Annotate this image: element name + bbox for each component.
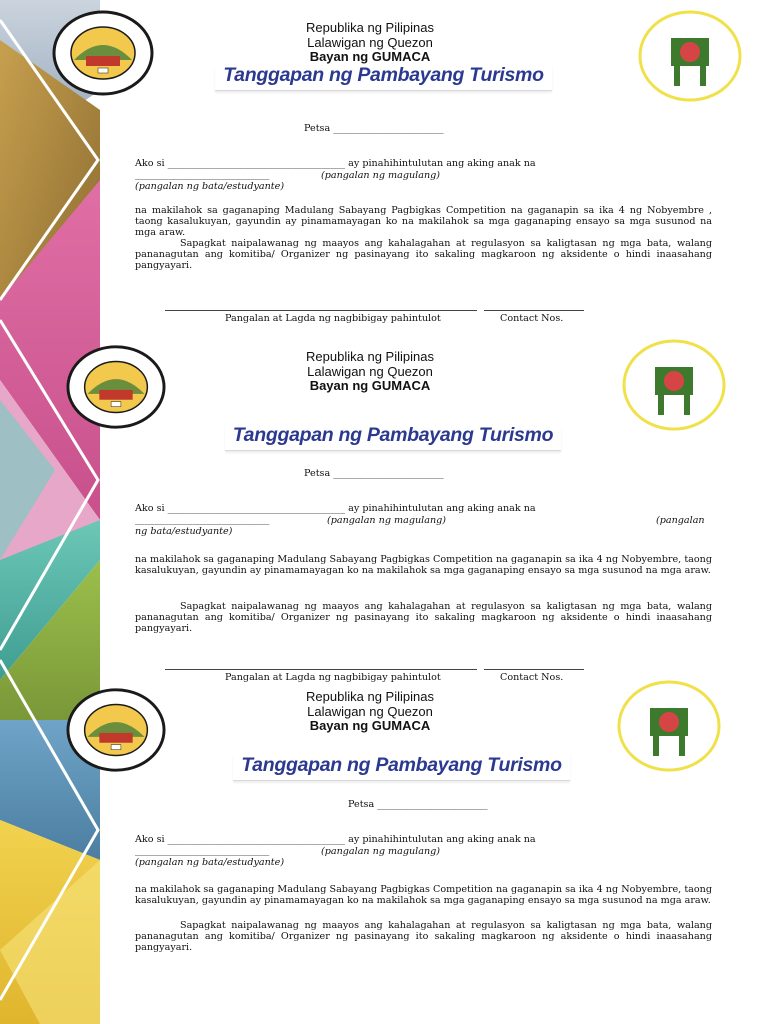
child-name-label: (pangalan ng bata/estudyante) <box>135 181 285 192</box>
date-field: Petsa _______________________ <box>304 468 444 479</box>
child-name-blank: ____________________________ <box>135 169 270 180</box>
participation-paragraph: na makilahok sa gaganaping Madulang Sabayang Pagbigkas Competition na gaganapin sa ika 4 ng Nobyembre, taong kasalukuyan, gayundin ay pinamamayagan ko na makilahok sa mga gaganaping ensayo sa mga susunod na mga araw. <box>135 884 712 906</box>
office-title: Tanggapan ng Pambayang Turismo <box>215 64 552 91</box>
signature-label: Pangalan at Lagda ng nagbibigay pahintulot <box>225 672 441 683</box>
header-republic: Republika ng Pilipinas <box>306 20 434 35</box>
office-title: Tanggapan ng Pambayang Turismo <box>225 424 561 451</box>
header-province: Lalawigan ng Quezon <box>307 34 433 50</box>
child-name-label-part2: ng bata/estudyante) <box>135 526 233 537</box>
liability-paragraph: Sapagkat naipalawanag ng maayos ang kahalagahan at regulasyon sa kaligtasan ng mga bata, walang pananagutan ang komitiba/ Organizer ng pasinayang ito sakaling magkaroon ng aksidente o hindi inaasahang pangyayari. <box>135 238 712 271</box>
header-municipality: Bayan ng GUMACA <box>309 378 431 393</box>
contact-label: Contact Nos. <box>500 313 564 324</box>
liability-paragraph: Sapagkat naipalawanag ng maayos ang kahalagahan at regulasyon sa kaligtasan ng mga bata, walang pananagutan ang komitiba/ Organizer ng pasinayang ito sakaling magkaroon ng aksidente o hindi inaasahang pangyayari. <box>135 920 712 953</box>
tourism-logo-icon <box>617 680 721 772</box>
header-municipality: Bayan ng GUMACA <box>309 718 431 733</box>
header-province: Lalawigan ng Quezon <box>307 363 433 379</box>
ako-si-line: Ako si _____________________________________ ay pinahihintulutan ang aking anak na <box>135 503 536 514</box>
header-province: Lalawigan ng Quezon <box>307 703 433 719</box>
liability-paragraph: Sapagkat naipalawanag ng maayos ang kahalagahan at regulasyon sa kaligtasan ng mga bata, walang pananagutan ang komitiba/ Organizer ng pasinayang ito sakaling magkaroon ng aksidente o hindi inaasahang pangyayari. <box>135 601 712 634</box>
child-name-label: (pangalan ng bata/estudyante) <box>135 857 285 868</box>
child-name-blank: ____________________________ <box>135 845 270 856</box>
office-title: Tanggapan ng Pambayang Turismo <box>233 754 570 781</box>
parent-name-label: (pangalan ng magulang) <box>321 846 441 857</box>
header-block <box>200 690 540 734</box>
date-field: Petsa _______________________ <box>304 123 444 134</box>
participation-paragraph: na makilahok sa gaganaping Madulang Sabayang Pagbigkas Competition na gaganapin sa ika 4 ng Nobyembre, taong kasalukuyan, gayundin ay pinamamayagan ko na makilahok sa mga gaganaping ensayo sa mga susunod na mga araw. <box>135 554 712 576</box>
header-republic: Republika ng Pilipinas <box>306 689 434 704</box>
participation-paragraph: na makilahok sa gaganaping Madulang Sabayang Pagbigkas Competition na gaganapin sa ika 4 ng Nobyembre , taong kasalukuyan, gayundin ay pinamamayagan ko na makilahok sa mga gaganaping ensayo sa mga susunod na mga araw. <box>135 205 712 238</box>
gumaca-seal-icon <box>66 687 166 773</box>
date-field: Petsa _______________________ <box>348 799 488 810</box>
contact-label: Contact Nos. <box>500 672 564 683</box>
ako-si-line: Ako si _____________________________________ ay pinahihintulutan ang aking anak na <box>135 158 536 169</box>
ako-si-line: Ako si _____________________________________ ay pinahihintulutan ang aking anak na <box>135 834 536 845</box>
parent-name-label: (pangalan ng magulang) <box>327 515 447 526</box>
parent-name-label: (pangalan ng magulang) <box>321 170 441 181</box>
header-municipality: Bayan ng GUMACA <box>309 49 431 64</box>
header-republic: Republika ng Pilipinas <box>306 349 434 364</box>
signature-label: Pangalan at Lagda ng nagbibigay pahintulot <box>225 313 441 324</box>
child-name-label-part1: (pangalan <box>656 515 705 526</box>
child-name-blank: ____________________________ <box>135 514 270 525</box>
